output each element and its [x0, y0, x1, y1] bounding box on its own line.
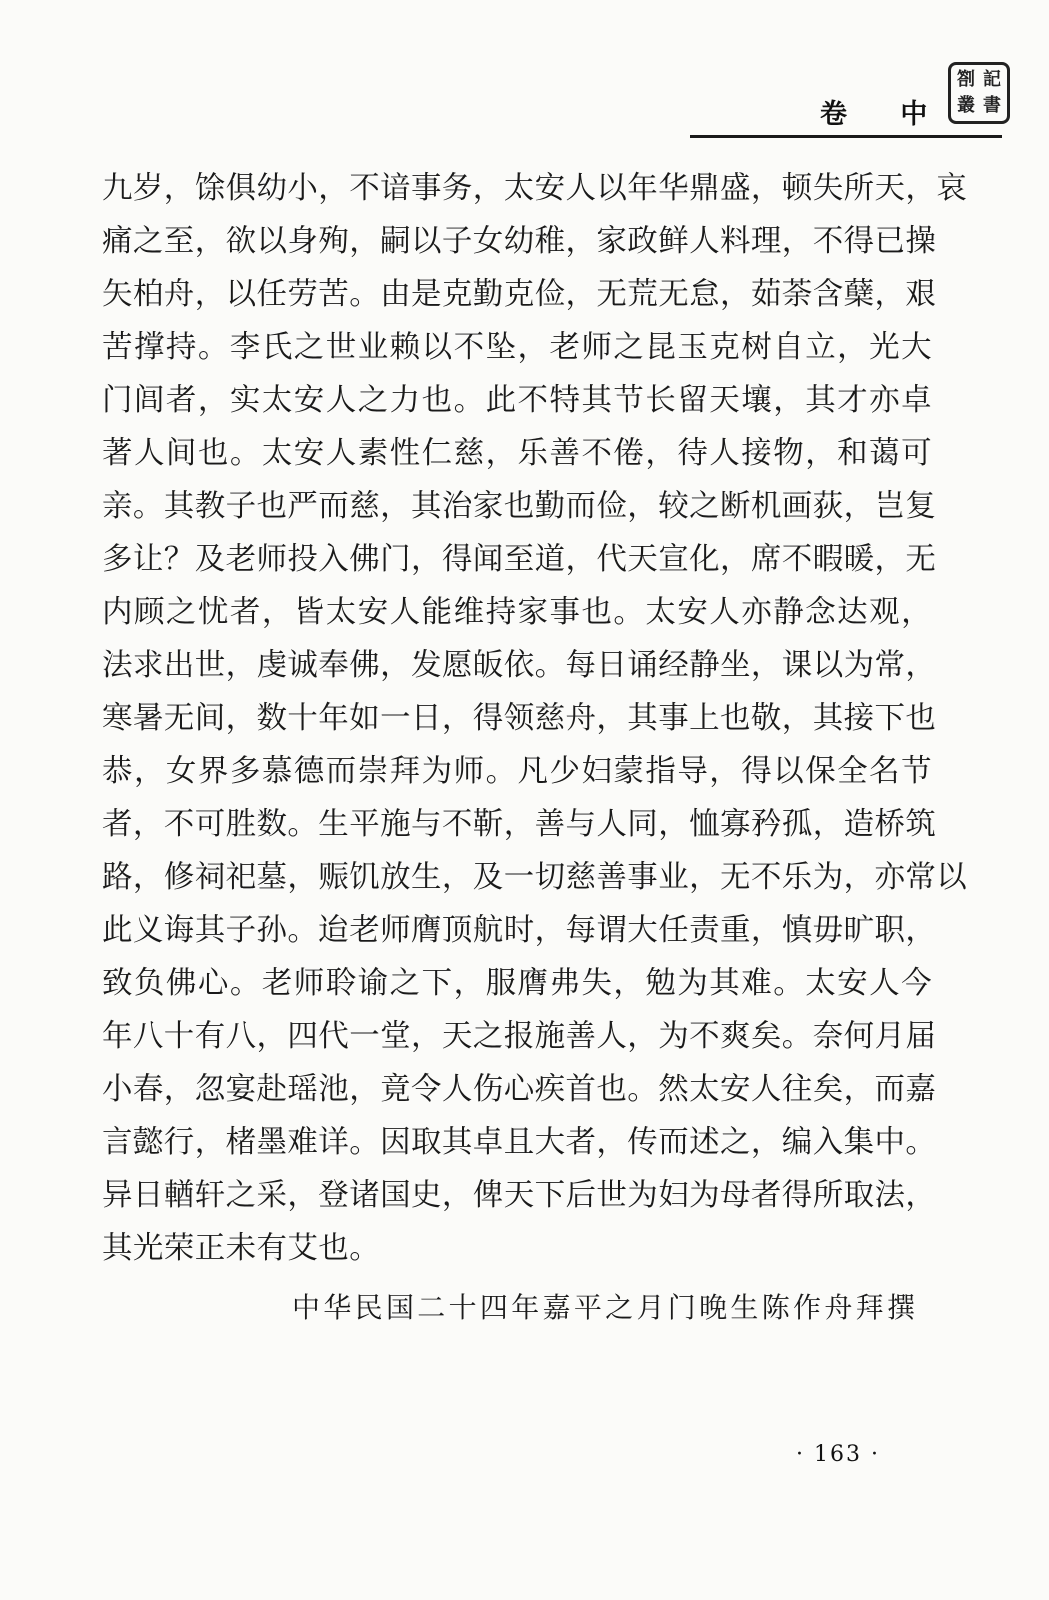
text-line: 路，修祠祀墓，赈饥放生，及一切慈善事业，无不乐为，亦常以 [102, 860, 968, 895]
text-line: 著人间也。太安人素性仁慈，乐善不倦，待人接物，和蔼可 [102, 436, 932, 471]
seal-char: 書 [983, 95, 1001, 116]
text-line: 苦撑持。李氏之世业赖以不坠，老师之昆玉克树自立，光大 [102, 330, 932, 365]
seal-char: 叢 [957, 95, 975, 116]
seal-char: 記 [983, 69, 1001, 90]
page-number: · 163 · [796, 1442, 880, 1467]
text-line: 九岁，馀俱幼小，不谙事务，太安人以年华鼎盛，顿失所天，哀 [102, 171, 968, 206]
text-line: 其光荣正未有艾也。 [102, 1231, 381, 1266]
text-line: 法求出世，虔诚奉佛，发愿皈依。每日诵经静坐，课以为常， [102, 648, 937, 683]
text-line: 异日輶轩之采，登诸国史，俾天下后世为妇为母者得所取法， [102, 1178, 937, 1213]
text-line: 恭，女界多慕德而崇拜为师。凡少妇蒙指导，得以保全名节 [102, 754, 932, 789]
text-line: 矢柏舟，以任劳苦。由是克勤克俭，无荒无怠，茹荼含蘖，艰 [102, 277, 937, 312]
text-line: 者，不可胜数。生平施与不靳，善与人同，恤寡矜孤，造桥筑 [102, 807, 937, 842]
author-signature-line: 中华民国二十四年嘉平之月门晚生陈作舟拜撰 [292, 1291, 915, 1324]
text-line: 此义诲其子孙。迨老师膺顶航时，每谓大任责重，慎毋旷职， [102, 913, 937, 948]
text-line: 门闾者，实太安人之力也。此不特其节长留天壤，其才亦卓 [102, 383, 932, 418]
text-line: 小春，忽宴赴瑶池，竟令人伤心疾首也。然太安人往矣，而嘉 [102, 1072, 937, 1107]
seal-char: 劄 [957, 69, 975, 90]
header-rule [690, 135, 1002, 138]
body-text [102, 162, 968, 1275]
text-line: 亲。其教子也严而慈，其治家也勤而俭，较之断机画荻，岂复 [102, 489, 937, 524]
text-line: 言懿行，楮墨难详。因取其卓且大者，传而述之，编入集中。 [102, 1125, 937, 1160]
text-line: 寒暑无间，数十年如一日，得领慈舟，其事上也敬，其接下也 [102, 701, 937, 736]
seal-stamp [948, 62, 1010, 124]
text-line: 致负佛心。老师聆谕之下，服膺弗失，勉为其难。太安人今 [102, 966, 932, 1001]
running-header-title: 卷 中 [820, 99, 950, 130]
text-line: 年八十有八，四代一堂，天之报施善人，为不爽矣。奈何月届 [102, 1019, 937, 1054]
text-line: 多让？及老师投入佛门，得闻至道，代天宣化，席不暇暖，无 [102, 542, 937, 577]
text-line: 内顾之忧者，皆太安人能维持家事也。太安人亦静念达观， [102, 595, 932, 630]
text-line: 痛之至，欲以身殉，嗣以子女幼稚，家政鲜人料理，不得已操 [102, 224, 937, 259]
